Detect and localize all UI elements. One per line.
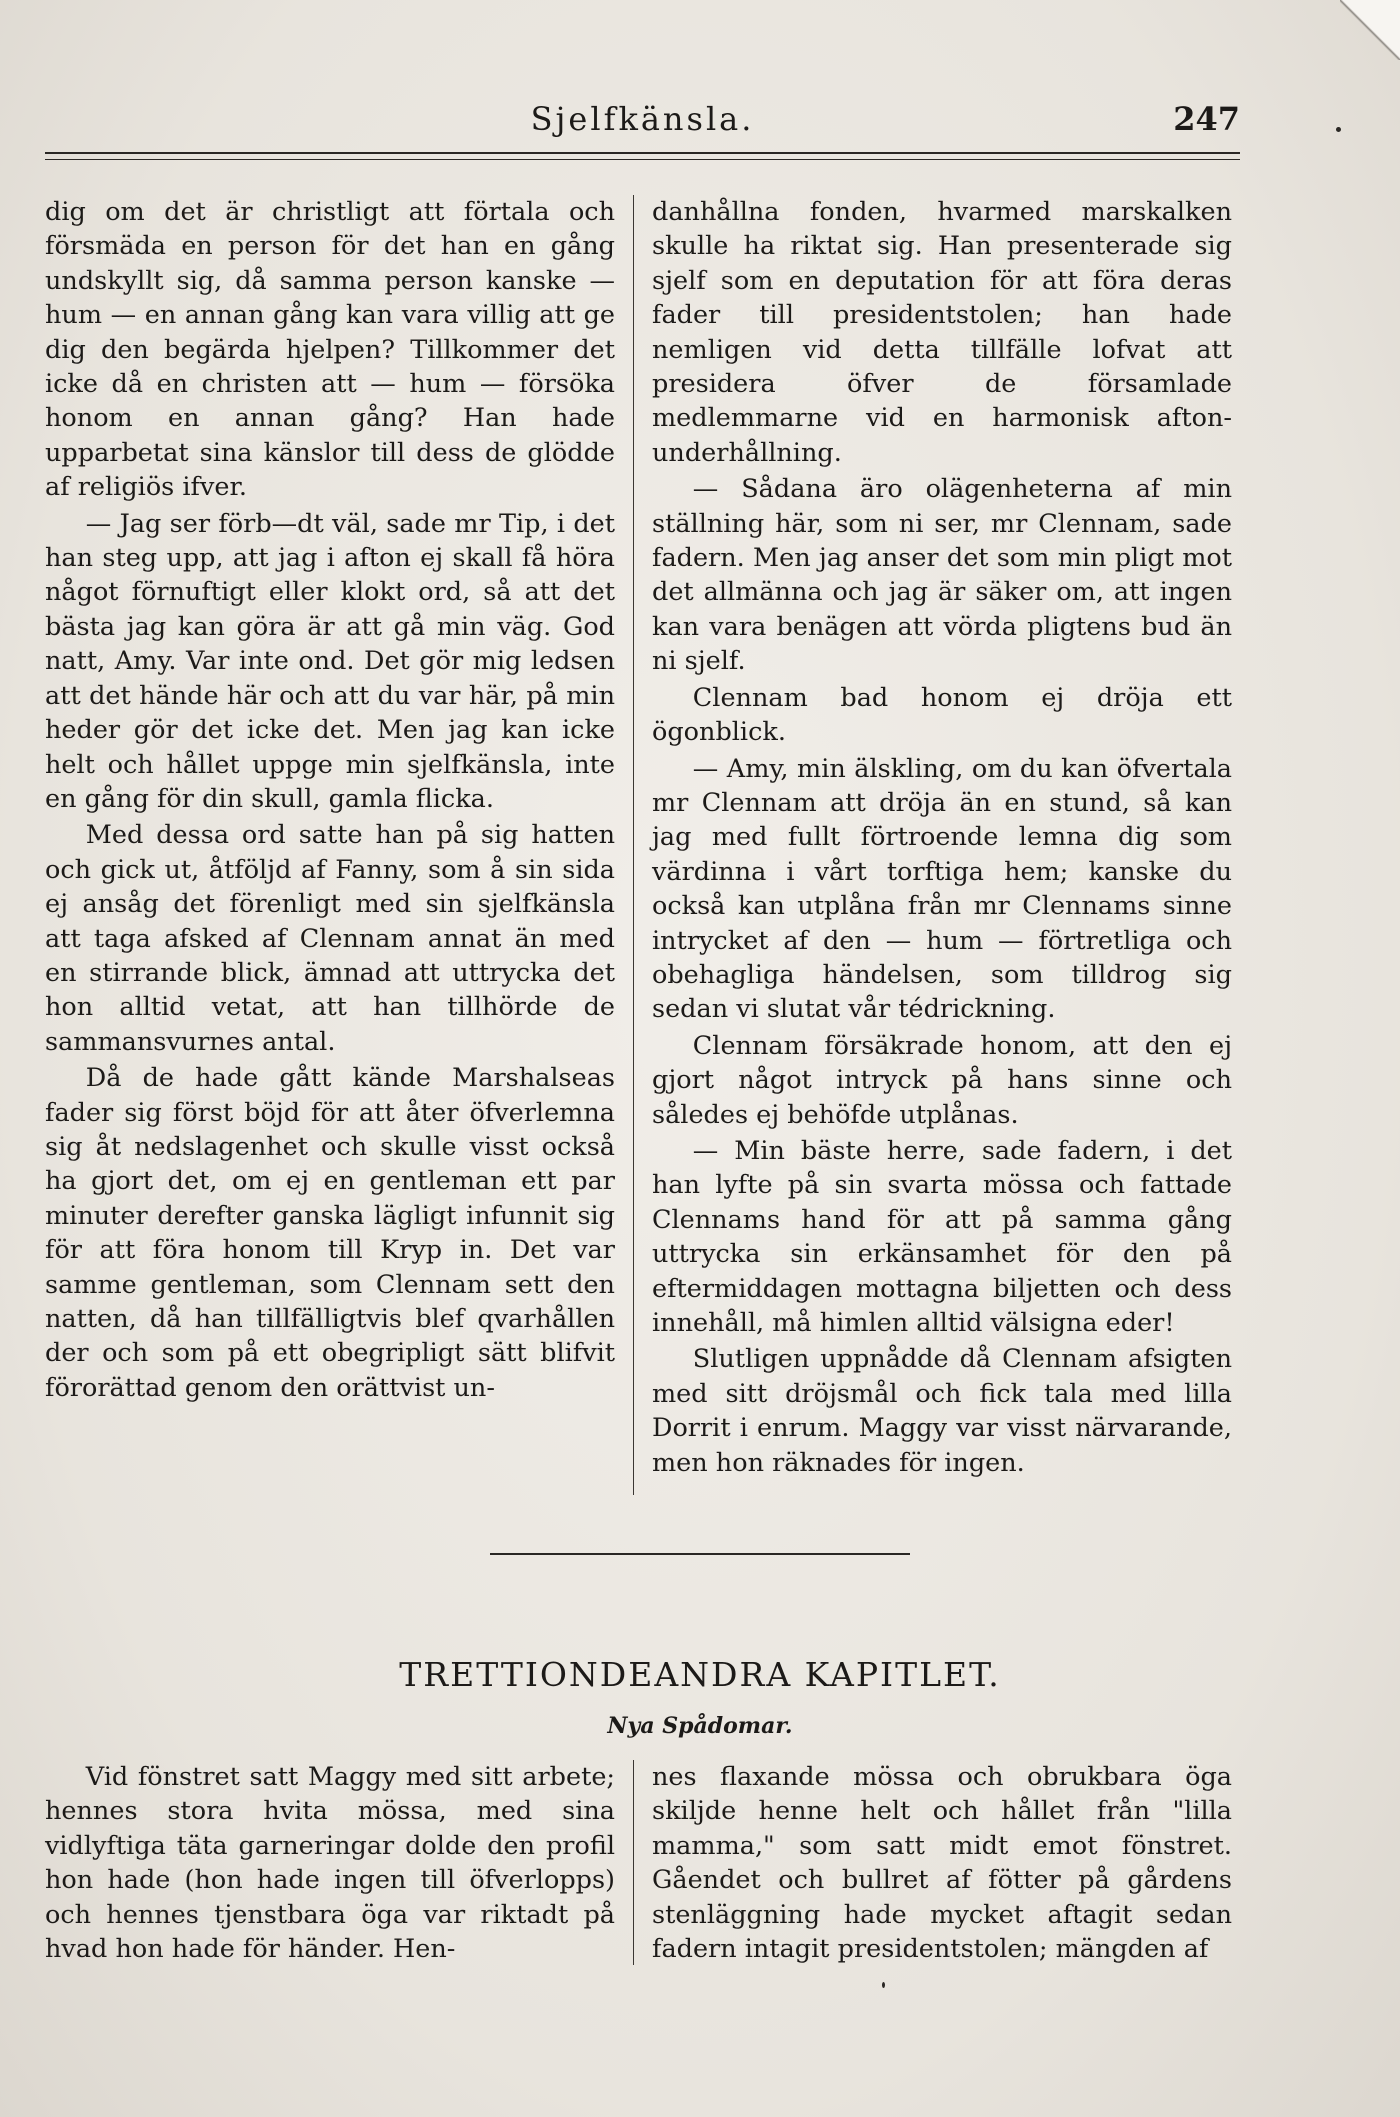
paragraph: — Sådana äro olägenheterna af min ställning här, som ni ser, mr Clennam, sade fadern. Men jag anser det som min pligt mot det allmänna och jag är säker om, att ingen kan vara benägen att vörda pligtens bud än ni sjelf. bbox=[652, 474, 1232, 677]
ink-speck bbox=[1336, 127, 1341, 132]
paragraph: Vid fönstret satt Maggy med sitt arbete; hennes stora hvita mössa, med sina vidlyftiga täta garneringar dolde den profil hon hade (hon hade ingen till öfverlopps) och hennes tjenstbara öga var riktadt på hvad hon hade för händer. Hen- bbox=[45, 1762, 615, 1965]
paragraph: Clennam bad honom ej dröja ett ögonblick. bbox=[652, 682, 1232, 748]
paragraph: — Jag ser förb—dt väl, sade mr Tip, i det han steg upp, att jag i afton ej skall få höra något förnuftigt eller klokt ord, så att det bästa jag kan göra är att gå min väg. God natt, Amy. Var inte ond. Det gör mig ledsen att det hände här och att du var här, på min heder gör det icke det. Men jag kan icke helt och hållet uppge min sjelfkänsla, inte en gång för din skull, gamla flicka. bbox=[45, 508, 615, 814]
chapter-subtitle: Nya Spådomar. bbox=[607, 1713, 793, 1739]
column-divider-bottom bbox=[633, 1760, 634, 1965]
top-right-column bbox=[652, 195, 1232, 1480]
paragraph: Då de hade gått kände Marshalseas fader sig först böjd för att åter öfverlemna sig åt nedslagenhet och skulle visst också ha gjort det, om ej en gentleman ett par minuter derefter ganska lägligt infunnit sig för att föra honom till Kryp in. Det var samme gentleman, som Clennam sett den natten, då han tillfälligtvis blef qvarhållen der och som på ett obegripligt sätt blifvit förorättad genom den orättvist un- bbox=[45, 1063, 615, 1403]
top-left-column bbox=[45, 195, 615, 1405]
folded-corner bbox=[1340, 0, 1400, 60]
paragraph: Med dessa ord satte han på sig hatten och gick ut, åtföljd af Fanny, som å sin sida ej ansåg det förenligt med sin sjelfkänsla att taga afsked af Clennam annat än med en stirrande blick, ämnad att uttrycka det hon alltid vetat, att han tillhörde de sammansvurnes antal. bbox=[45, 820, 615, 1057]
header-rule-thin bbox=[45, 159, 1240, 160]
paragraph: — Amy, min älskling, om du kan öfvertala mr Clennam att dröja än en stund, så kan jag med fullt förtroende lemna dig som värdinna i vårt torftiga hem; kanske du också kan utplåna från mr Clennams sinne intrycket af den — hum — förtretliga och obehagliga händelsen, som tilldrog sig sedan vi slutat vår tédrickning. bbox=[652, 753, 1232, 1025]
paragraph: Clennam försäkrade honom, att den ej gjort något intryck på hans sinne och således ej behöfde utplånas. bbox=[652, 1030, 1232, 1130]
bottom-right-column bbox=[652, 1760, 1232, 1966]
bottom-left-column bbox=[45, 1760, 615, 1966]
chapter-title: TRETTIONDEANDRA KAPITLET. bbox=[399, 1655, 1001, 1694]
column-divider-top bbox=[633, 195, 634, 1495]
page-number: 247 bbox=[1173, 100, 1240, 138]
paragraph: dig om det är christligt att förtala och försmäda en person för det han en gång undskyllt sig, då samma person kanske — hum — en annan gång kan vara villig att ge dig den begärda hjelpen? Tillkommer det icke då en christen att — hum — försöka honom en annan gång? Han hade upparbetat sina känslor till dess de glödde af religiös ifver. bbox=[45, 197, 615, 503]
header-rule-thick bbox=[45, 152, 1240, 154]
paragraph: danhållna fonden, hvarmed marskalken skulle ha riktat sig. Han presenterade sig sjelf som en deputation för att föra deras fader till presidentstolen; han hade nemligen vid detta tillfälle lofvat att presidera öfver de församlade medlemmarne vid en harmonisk afton-underhållning. bbox=[652, 197, 1232, 468]
paragraph: — Min bäste herre, sade fadern, i det han lyfte på sin svarta mössa och fattade Clennams hand för att på samma gång uttrycka sin erkänsamhet för den på eftermiddagen mottagna biljetten och dess innehåll, må himlen alltid välsigna eder! bbox=[652, 1135, 1232, 1338]
paragraph: Slutligen uppnådde då Clennam afsigten med sitt dröjsmål och fick tala med lilla Dorrit i enrum. Maggy var visst närvarande, men hon räknades för ingen. bbox=[652, 1344, 1232, 1478]
ink-speck bbox=[882, 1982, 885, 1988]
running-title: Sjelfkänsla. bbox=[530, 100, 755, 138]
paragraph: nes flaxande mössa och obrukbara öga skiljde henne helt och hållet från "lilla mamma," som satt midt emot fönstret. Gåendet och bullret af fötter på gårdens stenläggning hade mycket aftagit sedan fadern intagit presidentstolen; mängden af bbox=[652, 1762, 1232, 1965]
section-divider bbox=[490, 1553, 910, 1555]
page-header bbox=[45, 100, 1240, 150]
